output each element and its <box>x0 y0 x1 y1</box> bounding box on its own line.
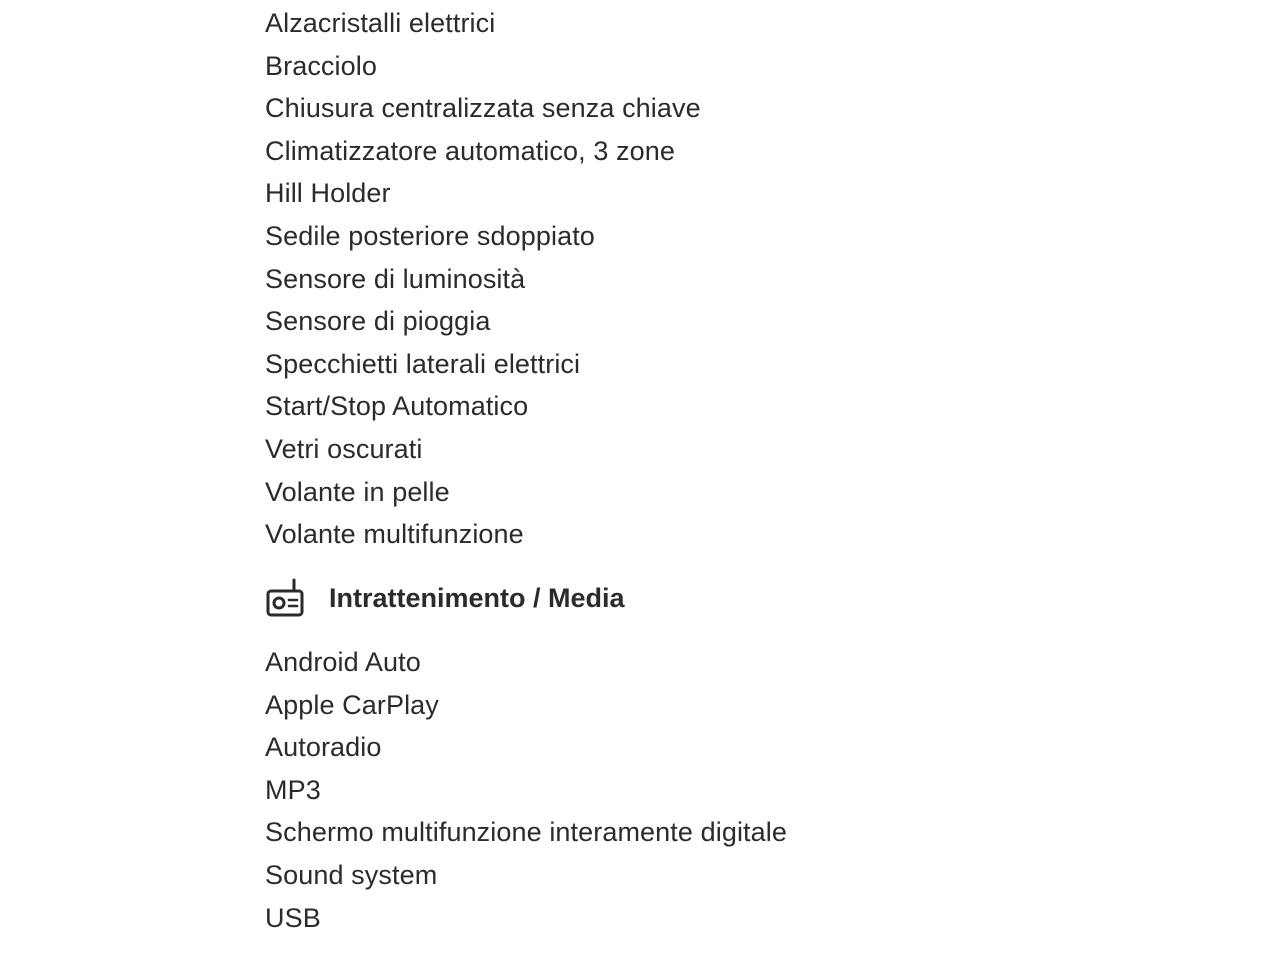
list-item: Start/Stop Automatico <box>265 391 529 422</box>
list-item: Schermo multifunzione interamente digitale <box>265 817 787 848</box>
list-item: Climatizzatore automatico, 3 zone <box>265 135 675 166</box>
radio-icon <box>265 576 305 620</box>
list-item: Volante multifunzione <box>265 519 524 550</box>
list-item: Chiusura centralizzata senza chiave <box>265 93 701 124</box>
list-item: Sensore di pioggia <box>265 306 491 337</box>
list-item: Android Auto <box>265 647 421 677</box>
media-section-heading <box>265 576 625 620</box>
comfort-feature-list <box>265 2 701 556</box>
list-item: Vetri oscurati <box>265 433 423 464</box>
media-feature-list <box>265 641 787 939</box>
list-item: Sound system <box>265 859 438 890</box>
list-item: Alzacristalli elettrici <box>265 8 496 38</box>
list-item: MP3 <box>265 774 321 805</box>
list-item: Autoradio <box>265 732 382 763</box>
list-item: USB <box>265 902 321 933</box>
list-item: Sensore di luminosità <box>265 263 526 294</box>
list-item: Apple CarPlay <box>265 689 439 720</box>
list-item: Specchietti laterali elettrici <box>265 348 581 379</box>
list-item: Sedile posteriore sdoppiato <box>265 220 595 251</box>
list-item: Volante in pelle <box>265 476 450 507</box>
list-item: Hill Holder <box>265 178 391 209</box>
section-title: Intrattenimento / Media <box>329 582 625 613</box>
list-item: Bracciolo <box>265 50 377 81</box>
